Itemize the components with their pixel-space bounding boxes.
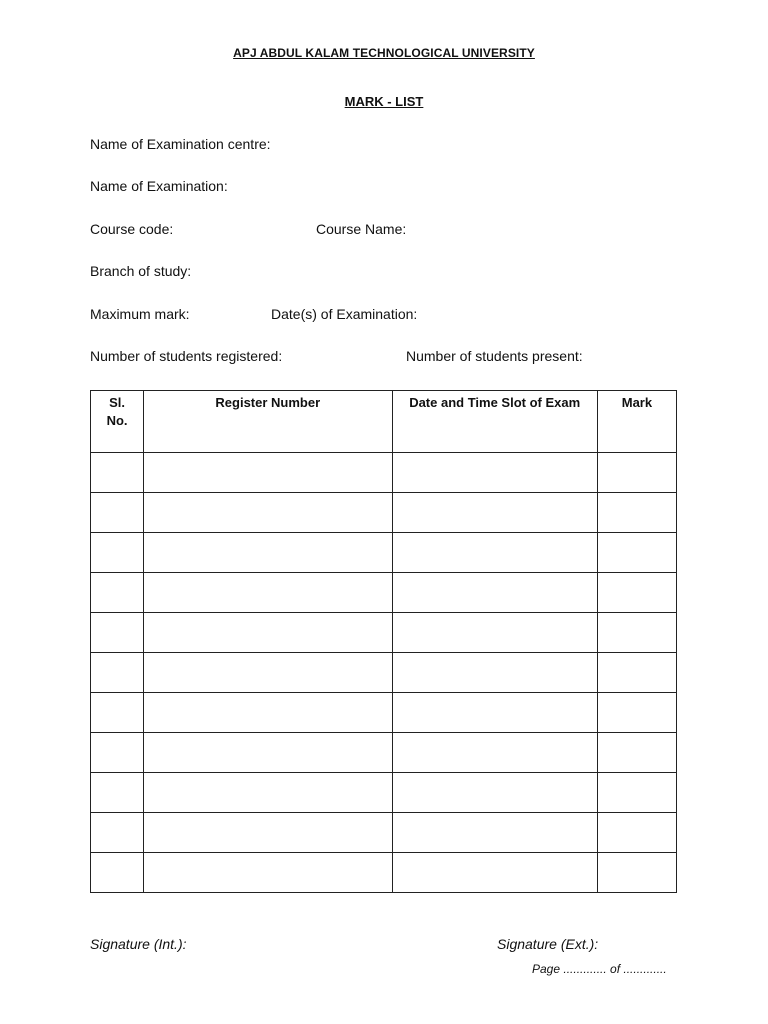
signature-external-label: Signature (Ext.):	[497, 936, 599, 952]
exam-name-label: Name of Examination:	[90, 178, 228, 194]
table-row	[91, 773, 677, 813]
date-slot-cell[interactable]	[392, 493, 597, 533]
sl-no-cell[interactable]	[91, 533, 144, 573]
date-slot-cell[interactable]	[392, 733, 597, 773]
table-row	[91, 533, 677, 573]
sl-no-cell[interactable]	[91, 613, 144, 653]
register-number-cell[interactable]	[144, 773, 392, 813]
mark-table-body	[91, 453, 677, 893]
mark-cell[interactable]	[597, 533, 676, 573]
table-row	[91, 453, 677, 493]
mark-header: Mark	[597, 391, 676, 453]
table-row	[91, 573, 677, 613]
register-number-cell[interactable]	[144, 493, 392, 533]
register-number-header: Register Number	[144, 391, 392, 453]
sl-header-line2: No.	[106, 413, 128, 428]
page-number: Page ............. of .............	[532, 962, 667, 976]
sl-no-cell[interactable]	[91, 693, 144, 733]
sl-no-cell[interactable]	[91, 493, 144, 533]
signature-internal-label: Signature (Int.):	[90, 936, 187, 952]
students-registered-label: Number of students registered:	[90, 348, 283, 364]
sl-no-cell[interactable]	[91, 653, 144, 693]
sl-no-cell[interactable]	[91, 773, 144, 813]
mark-cell[interactable]	[597, 653, 676, 693]
sl-header-line1: Sl.	[109, 395, 125, 410]
mark-cell[interactable]	[597, 573, 676, 613]
table-row	[91, 653, 677, 693]
mark-cell[interactable]	[597, 733, 676, 773]
date-slot-cell[interactable]	[392, 693, 597, 733]
register-number-cell[interactable]	[144, 613, 392, 653]
register-number-cell[interactable]	[144, 853, 392, 893]
date-slot-cell[interactable]	[392, 813, 597, 853]
register-number-cell[interactable]	[144, 533, 392, 573]
date-slot-cell[interactable]	[392, 533, 597, 573]
students-present-label: Number of students present:	[406, 348, 583, 364]
table-row	[91, 853, 677, 893]
mark-table	[90, 390, 677, 893]
course-code-label: Course code:	[90, 221, 174, 237]
date-slot-header: Date and Time Slot of Exam	[392, 391, 597, 453]
date-slot-cell[interactable]	[392, 613, 597, 653]
register-number-cell[interactable]	[144, 813, 392, 853]
exam-dates-label: Date(s) of Examination:	[271, 306, 418, 322]
mark-cell[interactable]	[597, 693, 676, 733]
register-number-cell[interactable]	[144, 733, 392, 773]
table-row	[91, 493, 677, 533]
table-row	[91, 693, 677, 733]
date-slot-cell[interactable]	[392, 453, 597, 493]
date-slot-cell[interactable]	[392, 853, 597, 893]
course-name-label: Course Name:	[316, 221, 407, 237]
date-slot-cell[interactable]	[392, 573, 597, 613]
register-number-cell[interactable]	[144, 693, 392, 733]
exam-centre-label: Name of Examination centre:	[90, 136, 271, 152]
branch-label: Branch of study:	[90, 263, 192, 279]
mark-cell[interactable]	[597, 493, 676, 533]
table-header-row	[91, 391, 677, 453]
sl-no-header	[91, 391, 144, 453]
mark-cell[interactable]	[597, 613, 676, 653]
mark-cell[interactable]	[597, 453, 676, 493]
mark-cell[interactable]	[597, 813, 676, 853]
sl-no-cell[interactable]	[91, 573, 144, 613]
sl-no-cell[interactable]	[91, 453, 144, 493]
register-number-cell[interactable]	[144, 653, 392, 693]
register-number-cell[interactable]	[144, 573, 392, 613]
mark-cell[interactable]	[597, 773, 676, 813]
date-slot-cell[interactable]	[392, 653, 597, 693]
university-title: APJ ABDUL KALAM TECHNOLOGICAL UNIVERSITY	[233, 46, 535, 60]
max-mark-label: Maximum mark:	[90, 306, 190, 322]
table-row	[91, 733, 677, 773]
document-title: MARK - LIST	[344, 94, 424, 109]
register-number-cell[interactable]	[144, 453, 392, 493]
sl-no-cell[interactable]	[91, 733, 144, 773]
date-slot-cell[interactable]	[392, 773, 597, 813]
mark-cell[interactable]	[597, 853, 676, 893]
sl-no-cell[interactable]	[91, 813, 144, 853]
sl-no-cell[interactable]	[91, 853, 144, 893]
table-row	[91, 813, 677, 853]
table-row	[91, 613, 677, 653]
